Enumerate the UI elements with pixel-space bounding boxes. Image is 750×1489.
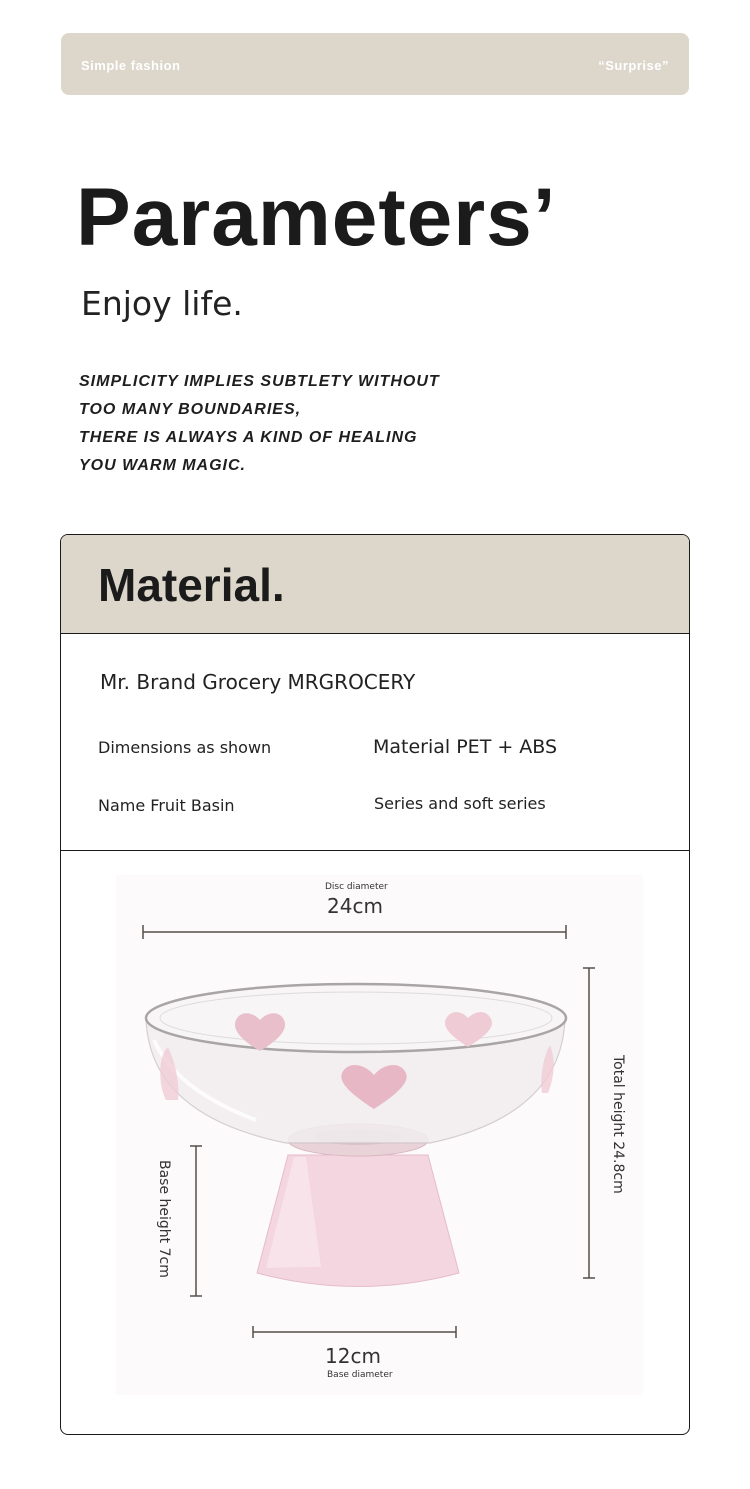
disc-diameter-value: 24cm <box>327 894 383 918</box>
base-height-label: Base height 7cm <box>156 1160 172 1278</box>
slogan-line: TOO MANY BOUNDARIES, <box>79 401 302 418</box>
bowl-rim <box>146 984 566 1052</box>
page-subtitle: Enjoy life. <box>81 284 243 323</box>
spec-name: Name Fruit Basin <box>98 796 235 815</box>
slogan-line: SIMPLICITY IMPLIES SUBTLETY WITHOUT <box>79 373 440 390</box>
spec-material: Material PET + ABS <box>373 736 558 758</box>
disc-diameter-label: Disc diameter <box>325 882 388 892</box>
slogan-line: YOU WARM MAGIC. <box>79 457 246 474</box>
slogan-line: THERE IS ALWAYS A KIND OF HEALING <box>79 429 418 446</box>
base-diameter-label: Base diameter <box>327 1370 393 1380</box>
fruit-bowl-illustration <box>116 875 643 1395</box>
page-title: Parameters’ <box>76 172 557 263</box>
disc-diameter-line <box>143 925 566 939</box>
brand-line: Mr. Brand Grocery MRGROCERY <box>100 670 416 694</box>
total-height-label: Total height 24.8cm <box>610 1055 626 1194</box>
base-height-line <box>190 1146 202 1296</box>
spec-section <box>61 634 689 851</box>
spec-series: Series and soft series <box>374 794 546 813</box>
base-diameter-value: 12cm <box>325 1344 381 1368</box>
slogan-block <box>79 368 440 480</box>
total-height-line <box>583 968 595 1278</box>
banner-left-text: Simple fashion <box>81 58 181 73</box>
material-card <box>60 534 690 1435</box>
material-header <box>61 535 689 634</box>
material-title: Material. <box>98 559 285 611</box>
product-dimension-figure <box>116 875 643 1395</box>
banner-right-text: “Surprise” <box>598 58 669 73</box>
base-diameter-line <box>253 1326 456 1338</box>
top-banner <box>61 33 689 95</box>
spec-dimensions: Dimensions as shown <box>98 738 272 757</box>
